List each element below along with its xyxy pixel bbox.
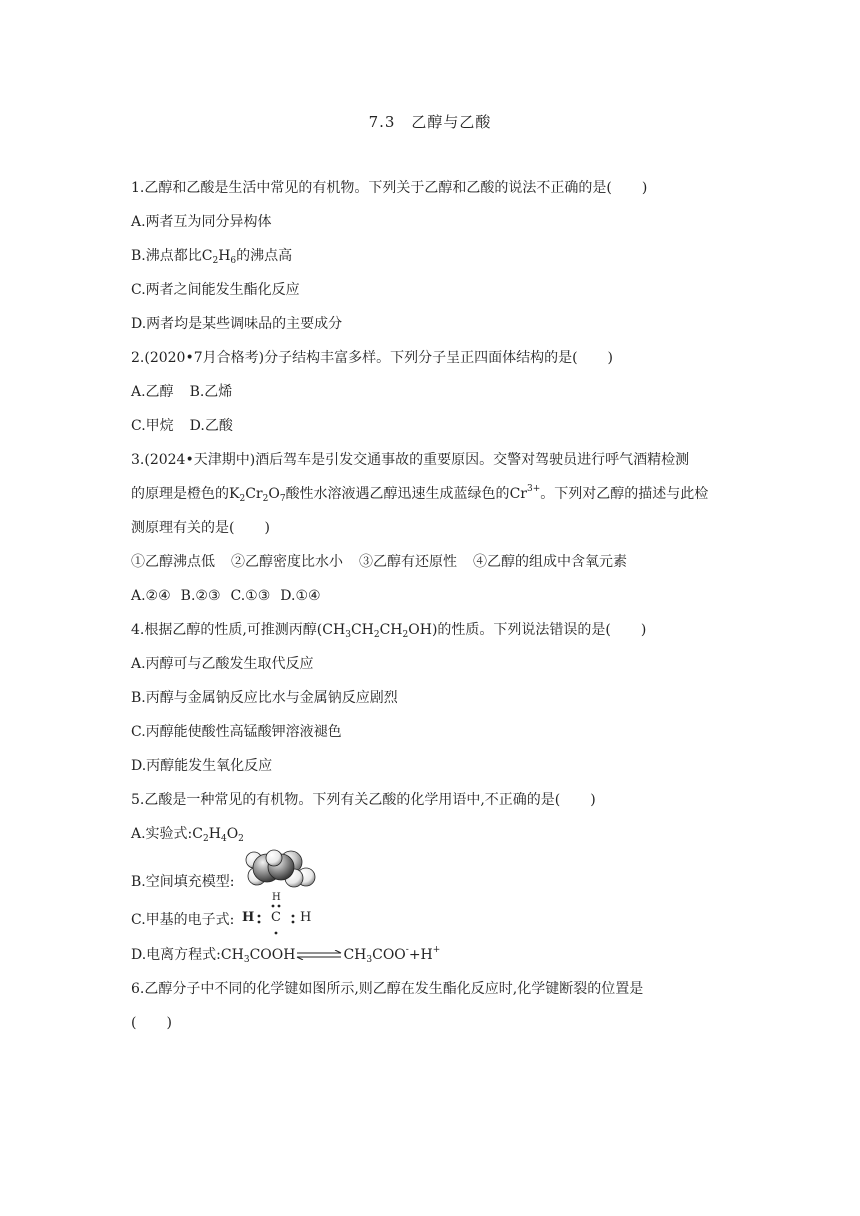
question-1-stem: 1.乙醇和乙酸是生活中常见的有机物。下列关于乙醇和乙酸的说法不正确的是( ) — [131, 180, 648, 196]
question-2-stem: 2.(2020•7月合格考)分子结构丰富多样。下列分子呈正四面体结构的是( ) — [131, 350, 614, 366]
question-5-option-d: D.电离方程式$:CH_3COOH$ $CH_3COO^-+H^+$ — [131, 945, 441, 965]
question-5-option-b: B.空间填充模型: — [131, 874, 235, 890]
question-4-option-b: B.丙醇与金属钠反应比水与金属钠反应剧烈 — [131, 690, 398, 706]
question-2-options-cd — [131, 416, 233, 436]
question-3-options — [131, 586, 321, 606]
statement-3: ③乙醇有还原性 — [359, 554, 457, 570]
page-title: 7.3 乙醇与乙酸 — [368, 113, 492, 131]
question-2-options-ab — [131, 382, 232, 402]
question-2-option-d: D.乙酸 — [189, 418, 233, 434]
question-4-option-d: D.丙醇能发生氧化反应 — [131, 758, 273, 774]
statement-2: ②乙醇密度比水小 — [231, 554, 343, 570]
question-4-stem: 4.根据乙醇的性质,可推测丙醇$(CH_3CH_2CH_2OH)$的性质。下列说法错误的是( ) — [131, 622, 647, 640]
question-5-option-a: A.实验式$:C_2H_4O_2$ — [131, 826, 244, 844]
question-3-statements — [131, 552, 627, 572]
electron-formula-left-h: H — [242, 910, 255, 925]
question-3-stem-line3: 测原理有关的是( ) — [131, 520, 270, 536]
electron-formula-right-h: H — [300, 910, 312, 925]
question-1-option-d: D.两者均是某些调味品的主要成分 — [131, 316, 343, 332]
question-3-option-c: C.①③ — [230, 588, 271, 604]
statement-4: ④乙醇的组成中含氧元素 — [473, 554, 627, 570]
question-6-stem: 6.乙醇分子中不同的化学键如图所示,则乙醇在发生酯化反应时,化学键断裂的位置是 — [131, 981, 644, 997]
question-2-option-c: C.甲烷 — [131, 418, 174, 434]
question-3-option-b: B.②③ — [180, 588, 221, 604]
question-2-option-b: B.乙烯 — [189, 384, 233, 400]
question-1-option-a: A.两者互为同分异构体 — [131, 214, 272, 230]
reversible-arrow-icon — [295, 950, 343, 960]
question-5-stem: 5.乙酸是一种常见的有机物。下列有关乙酸的化学用语中,不正确的是( ) — [131, 792, 596, 808]
question-1-option-c: C.两者之间能发生酯化反应 — [131, 282, 300, 298]
statement-1: ①乙醇沸点低 — [131, 554, 215, 570]
electron-dots — [242, 892, 312, 936]
electron-formula-top-h: H — [272, 892, 281, 903]
space-filling-model-image — [242, 848, 318, 890]
question-3-stem-line2: 的原理是橙色的$K_2Cr_2O_7$酸性水溶液遇乙醇迅速生成蓝绿色的$Cr^{3+}$。下列对乙醇的描述与此检 — [131, 484, 709, 504]
question-3-option-d: D.①④ — [280, 588, 321, 604]
question-4-option-a: A.丙醇可与乙酸发生取代反应 — [131, 656, 314, 672]
question-3-option-a: A.②④ — [131, 588, 171, 604]
methyl-electron-formula — [242, 892, 312, 936]
question-1-option-b: B.沸点都比$C_2H_6$的沸点高 — [131, 248, 293, 266]
electron-formula-center-c: C — [271, 910, 281, 925]
question-4-option-c: C.丙醇能使酸性高锰酸钾溶液褪色 — [131, 724, 342, 740]
question-2-option-a: A.乙醇 — [131, 384, 174, 400]
question-5-option-c: C.甲基的电子式: — [131, 912, 235, 928]
question-6-answer-blank: ( ) — [131, 1015, 172, 1031]
question-3-stem-line1: 3.(2024•天津期中)酒后驾车是引发交通事故的重要原因。交警对驾驶员进行呼气酒精检测 — [131, 452, 690, 468]
